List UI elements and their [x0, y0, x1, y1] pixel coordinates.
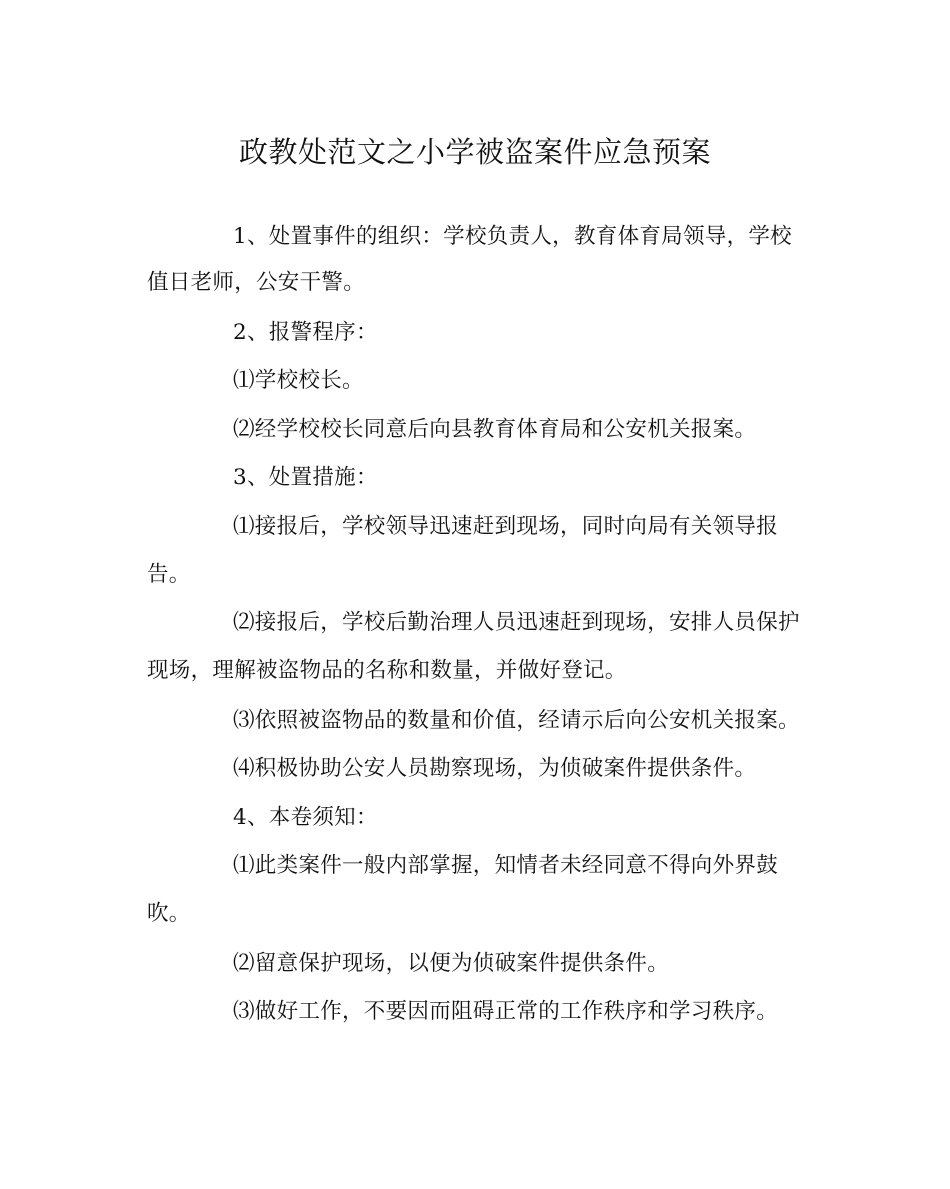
- line-5: ⑵经学校校长同意后向县教育体育局和公安机关报案。: [233, 417, 757, 442]
- line-3: 2、报警程序：: [233, 320, 378, 345]
- line-10: 现场，理解被盗物品的名称和数量，并做好登记。: [147, 658, 627, 683]
- line-7: ⑴接报后，学校领导迅速赶到现场，同时向局有关领导报: [233, 514, 779, 539]
- line-1: 1、处置事件的组织：学校负责人，教育体育局领导，学校: [233, 224, 792, 249]
- line-13: 4、本卷须知：: [233, 805, 378, 830]
- line-6: 3、处置措施：: [233, 465, 378, 490]
- line-15: 吹。: [147, 901, 191, 926]
- line-4: ⑴学校校长。: [233, 368, 364, 393]
- line-9: ⑵接报后，学校后勤治理人员迅速赶到现场，安排人员保护: [233, 610, 800, 635]
- line-16: ⑵留意保护现场，以便为侦破案件提供条件。: [233, 951, 670, 976]
- line-14: ⑴此类案件一般内部掌握，知情者未经同意不得向外界鼓: [233, 853, 779, 878]
- line-11: ⑶依照被盗物品的数量和价值，经请示后向公安机关报案。: [233, 708, 800, 733]
- line-17: ⑶做好工作，不要因而阻碍正常的工作秩序和学习秩序。: [233, 999, 779, 1024]
- line-8: 告。: [147, 562, 191, 587]
- line-2: 值日老师，公安干警。: [147, 270, 366, 295]
- line-12: ⑷积极协助公安人员勘察现场，为侦破案件提供条件。: [233, 756, 757, 781]
- document-title: 政教处范文之小学被盗案件应急预案: [238, 135, 711, 169]
